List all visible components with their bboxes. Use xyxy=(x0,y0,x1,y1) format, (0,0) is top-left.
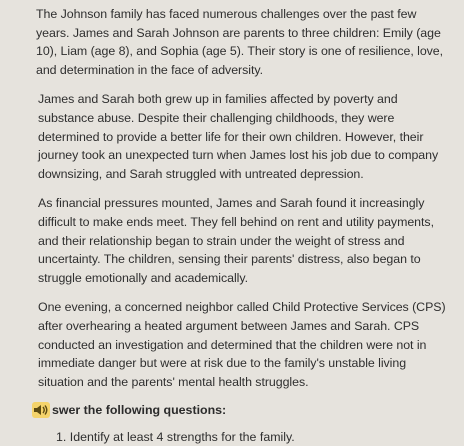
question-item: 1. Identify at least 4 strengths for the family. xyxy=(56,430,295,445)
paragraph-cps: One evening, a concerned neighbor called Child Protective Services (CPS) after overhearing a heated argument between James and Sarah. CPS conducted an investigation and determined that the children were not in immediate danger but were at risk due to the family's unstable living situation and the parents' mental health struggles. xyxy=(38,300,446,389)
paragraph-intro: The Johnson family has faced numerous challenges over the past few years. James and Sarah Johnson are parents to three children: Emily (age 10), Liam (age 8), and Sophia (age 5). Their story is one of resilience, love, and determination in the face of adversity. xyxy=(36,7,444,77)
question-list xyxy=(56,428,450,446)
question-prompt-row xyxy=(32,402,450,418)
paragraph-financial-pressure: As financial pressures mounted, James and Sarah found it increasingly difficult to make ends meet. They fell behind on rent and utility payments, and their relationship began to strain under the weight of stress and uncertainty. The children, sensing their parents' distress, also began to struggle emotionally and academically. xyxy=(38,196,434,285)
question-prompt: swer the following questions: xyxy=(52,403,227,418)
paragraph-background: James and Sarah both grew up in families affected by poverty and substance abuse. Despite their challenging childhoods, they were determined to provide a better life for their own children. However, their journey took an unexpected turn when James lost his job due to company downsizing, and Sarah struggled with untreated depression. xyxy=(38,92,439,181)
speaker-icon[interactable] xyxy=(32,402,50,418)
